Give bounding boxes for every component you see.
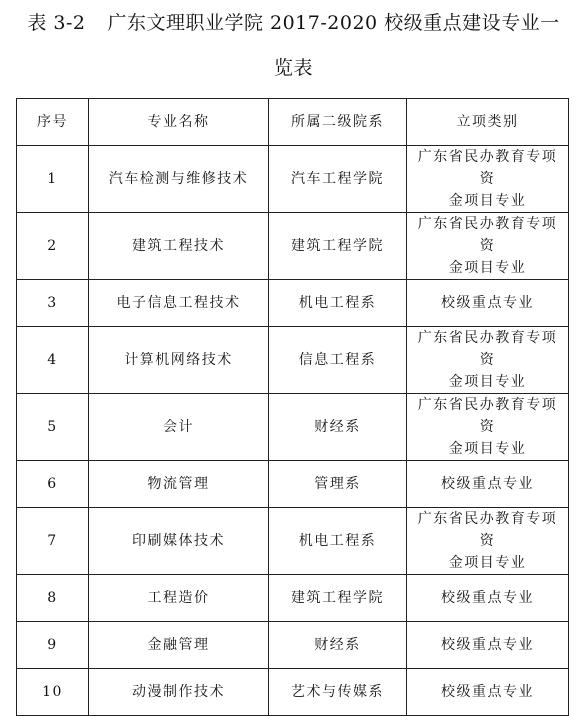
category-line1: 广东省民办教育专项资: [417, 397, 558, 435]
table-row: [17, 508, 569, 575]
cell-department: 汽车工程学院: [269, 146, 407, 213]
table-row: [17, 146, 569, 213]
cell-number: 1: [17, 146, 89, 213]
category-line1: 校级重点专业: [441, 637, 534, 653]
category-line2: 金项目专业: [448, 260, 527, 276]
header-number: 序号: [17, 99, 89, 146]
cell-category: [407, 280, 569, 327]
cell-number: 8: [17, 575, 89, 622]
header-department: 所属二级院系: [269, 99, 407, 146]
cell-major-name: 建筑工程技术: [89, 213, 269, 280]
table-row: [17, 213, 569, 280]
cell-category: [407, 394, 569, 461]
cell-category: [407, 327, 569, 394]
cell-department: 财经系: [269, 394, 407, 461]
cell-department: 建筑工程学院: [269, 213, 407, 280]
category-line2: 金项目专业: [448, 374, 527, 390]
cell-department: 财经系: [269, 622, 407, 669]
table-row: [17, 394, 569, 461]
majors-table: [16, 98, 569, 716]
category-line2: 金项目专业: [448, 193, 527, 209]
table-caption: [0, 8, 587, 35]
cell-department: 机电工程系: [269, 280, 407, 327]
table-row: [17, 327, 569, 394]
cell-number: 7: [17, 508, 89, 575]
cell-category: [407, 146, 569, 213]
category-line1: 广东省民办教育专项资: [417, 216, 558, 254]
table-title-line1: 广东文理职业学院 2017-2020 校级重点建设专业一: [107, 12, 560, 34]
header-major-name: 专业名称: [89, 99, 269, 146]
table-row: [17, 669, 569, 716]
cell-number: 10: [17, 669, 89, 716]
table-row: [17, 575, 569, 622]
cell-category: [407, 461, 569, 508]
header-category: 立项类别: [407, 99, 569, 146]
table-row: [17, 622, 569, 669]
category-line1: 广东省民办教育专项资: [417, 330, 558, 368]
category-line1: 校级重点专业: [441, 590, 534, 606]
cell-category: [407, 669, 569, 716]
cell-major-name: 动漫制作技术: [89, 669, 269, 716]
table-header-row: [17, 99, 569, 146]
cell-major-name: 汽车检测与维修技术: [89, 146, 269, 213]
category-line1: 校级重点专业: [441, 295, 534, 311]
table-label: 表 3-2: [27, 12, 86, 34]
cell-category: [407, 508, 569, 575]
cell-major-name: 印刷媒体技术: [89, 508, 269, 575]
table-row: [17, 461, 569, 508]
cell-category: [407, 213, 569, 280]
category-line2: 金项目专业: [448, 555, 527, 571]
cell-number: 2: [17, 213, 89, 280]
cell-department: 建筑工程学院: [269, 575, 407, 622]
cell-department: 机电工程系: [269, 508, 407, 575]
cell-major-name: 电子信息工程技术: [89, 280, 269, 327]
table-title-line2: 览表: [273, 57, 313, 79]
cell-major-name: 物流管理: [89, 461, 269, 508]
cell-major-name: 计算机网络技术: [89, 327, 269, 394]
cell-department: 管理系: [269, 461, 407, 508]
cell-number: 4: [17, 327, 89, 394]
cell-category: [407, 622, 569, 669]
table-row: [17, 280, 569, 327]
cell-department: 信息工程系: [269, 327, 407, 394]
cell-department: 艺术与传媒系: [269, 669, 407, 716]
table-body: [17, 146, 569, 716]
cell-major-name: 会计: [89, 394, 269, 461]
cell-category: [407, 575, 569, 622]
cell-number: 5: [17, 394, 89, 461]
cell-number: 3: [17, 280, 89, 327]
cell-major-name: 工程造价: [89, 575, 269, 622]
category-line1: 校级重点专业: [441, 476, 534, 492]
cell-major-name: 金融管理: [89, 622, 269, 669]
category-line1: 广东省民办教育专项资: [417, 149, 558, 187]
category-line1: 校级重点专业: [441, 684, 534, 700]
cell-number: 6: [17, 461, 89, 508]
category-line2: 金项目专业: [448, 441, 527, 457]
cell-number: 9: [17, 622, 89, 669]
category-line1: 广东省民办教育专项资: [417, 511, 558, 549]
